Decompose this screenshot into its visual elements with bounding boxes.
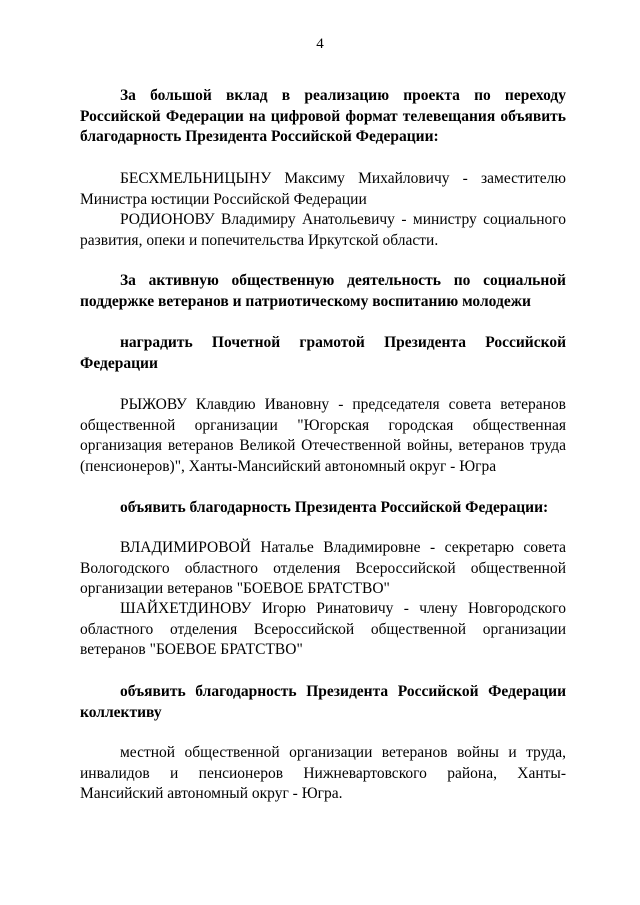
award-entry: БЕСХМЕЛЬНИЦЫНУ Максиму Михайловичу - заместителю Министра юстиции Российской Федерации — [80, 170, 566, 208]
award-entry: РЫЖОВУ Клавдию Ивановну - председателя совета ветеранов общественной организации "Югорская городская общественная организация ветеранов Великой Отечественной войны, ветеранов труда (пенсионеров)", Ханты-Мансийский автономный округ - Югра — [80, 396, 566, 475]
section-2-subheading: наградить Почетной грамотой Президента Российской Федерации — [80, 334, 566, 372]
award-entry: РОДИОНОВУ Владимиру Анатольевичу - министру социального развития, опеки и попечительства Иркутской области. — [80, 211, 566, 249]
award-entry: местной общественной организации ветеранов войны и труда, инвалидов и пенсионеров Нижневартовского района, Ханты-Мансийский автономный округ - Югра. — [80, 744, 566, 802]
page-number: 4 — [316, 36, 324, 52]
award-entry: ВЛАДИМИРОВОЙ Наталье Владимировне - секретарю совета Вологодского областного отделения Всероссийской общественной организации ветеранов "БОЕВОЕ БРАТСТВО" — [80, 539, 566, 597]
section-3-subheading: объявить благодарность Президента Российской Федерации: — [120, 499, 549, 516]
section-4-subheading: объявить благодарность Президента Российской Федерации коллективу — [80, 683, 566, 721]
section-1-heading: За большой вклад в реализацию проекта по переходу Российской Федерации на цифровой формат телевещания объявить благодарность Президента Российской Федерации: — [80, 87, 566, 145]
award-entry: ШАЙХЕТДИНОВУ Игорю Ринатовичу - члену Новгородского областного отделения Всероссийской общественной организации ветеранов "БОЕВОЕ БРАТСТВО" — [80, 600, 566, 658]
section-2-heading: За активную общественную деятельность по социальной поддержке ветеранов и патриотическому воспитанию молодежи — [80, 272, 566, 310]
